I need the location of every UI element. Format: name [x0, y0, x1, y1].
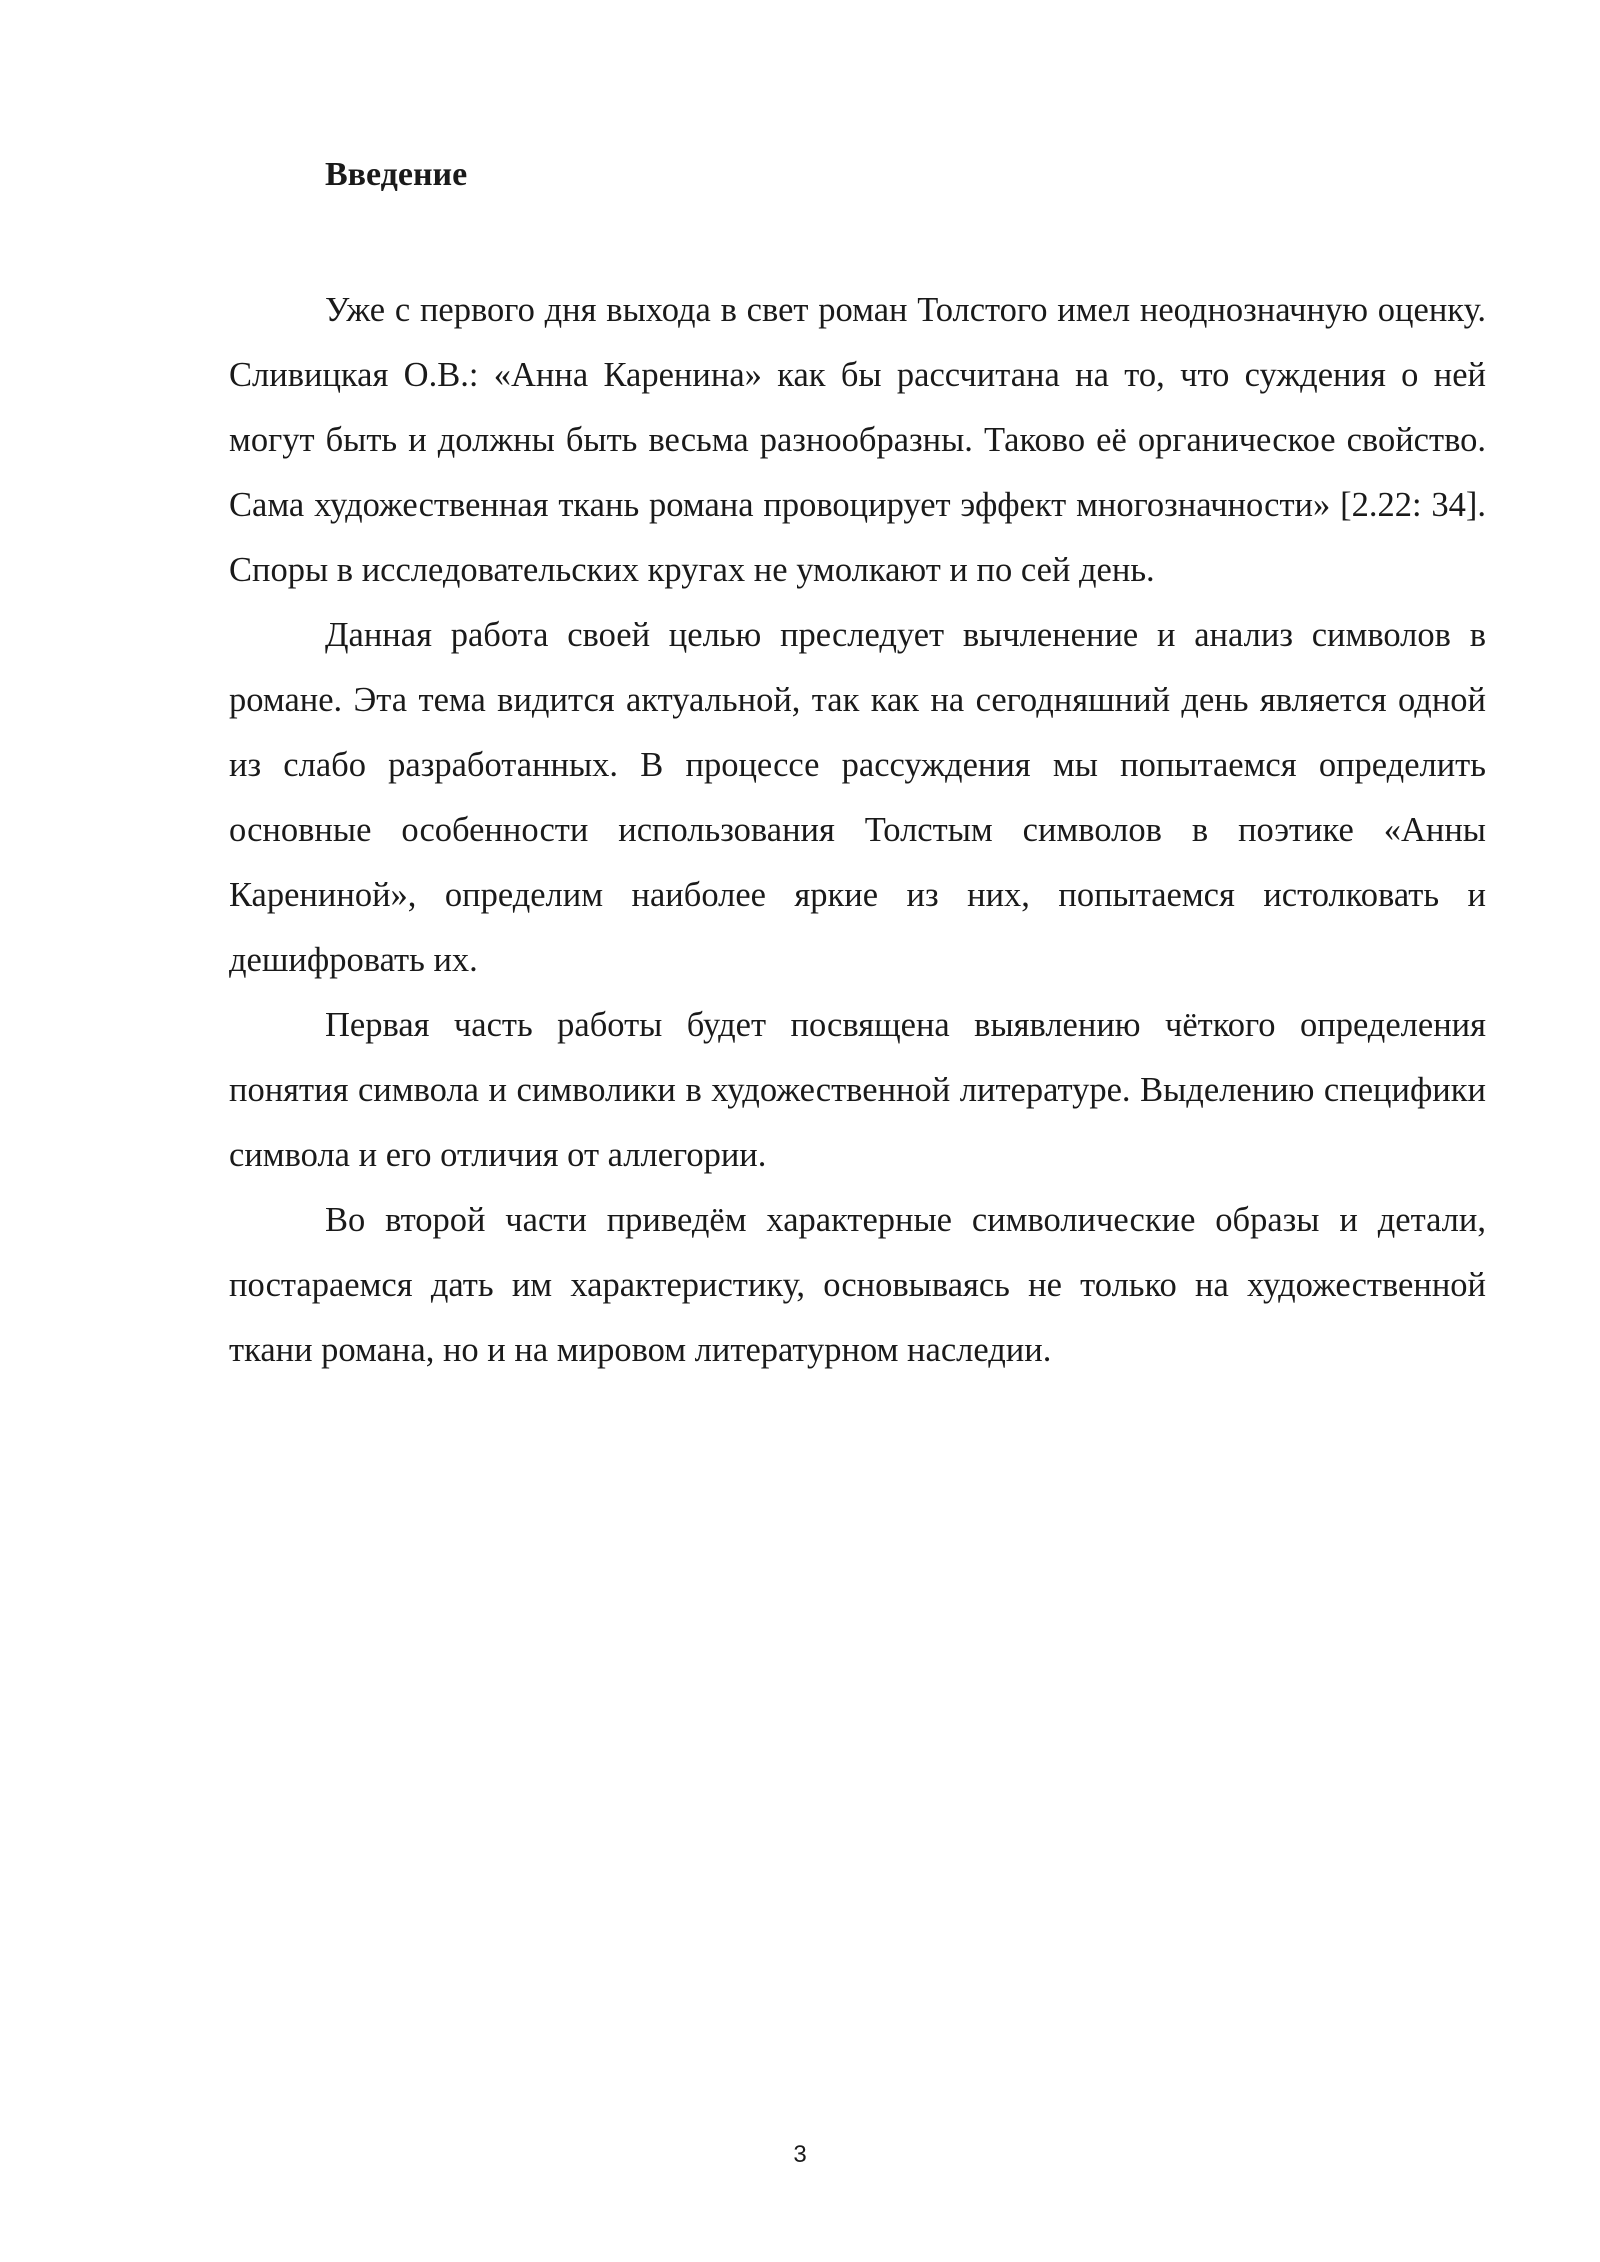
page-number: 3	[793, 2141, 807, 2168]
section-heading: Введение	[325, 156, 468, 193]
body-text	[229, 278, 1486, 1383]
paragraph-3: Первая часть работы будет посвящена выявлению чёткого определения понятия символа и символики в художественной литературе. Выделению специфики символа и его отличия от аллегории.	[229, 1006, 1486, 1174]
paragraph-4: Во второй части приведём характерные символические образы и детали, постараемся дать им характеристику, основываясь не только на художественной ткани романа, но и на мировом литературном наследии.	[229, 1201, 1486, 1369]
paragraph-2: Данная работа своей целью преследует вычленение и анализ символов в романе. Эта тема видится актуальной, так как на сегодняшний день является одной из слабо разработанных. В процессе рассуждения мы попытаемся определить основные особенности использования Толстым символов в поэтике «Анны Карениной», определим наиболее яркие из них, попытаемся истолковать и дешифровать их.	[229, 616, 1486, 979]
paragraph-1: Уже с первого дня выхода в свет роман Толстого имел неоднозначную оценку. Сливицкая О.В.: «Анна Каренина» как бы рассчитана на то, что суждения о ней могут быть и должны быть весьма разнообразны. Таково её органическое свойство. Сама художественная ткань романа провоцирует эффект многозначности» [2.22: 34]. Споры в исследовательских кругах не умолкают и по сей день.	[229, 291, 1486, 589]
